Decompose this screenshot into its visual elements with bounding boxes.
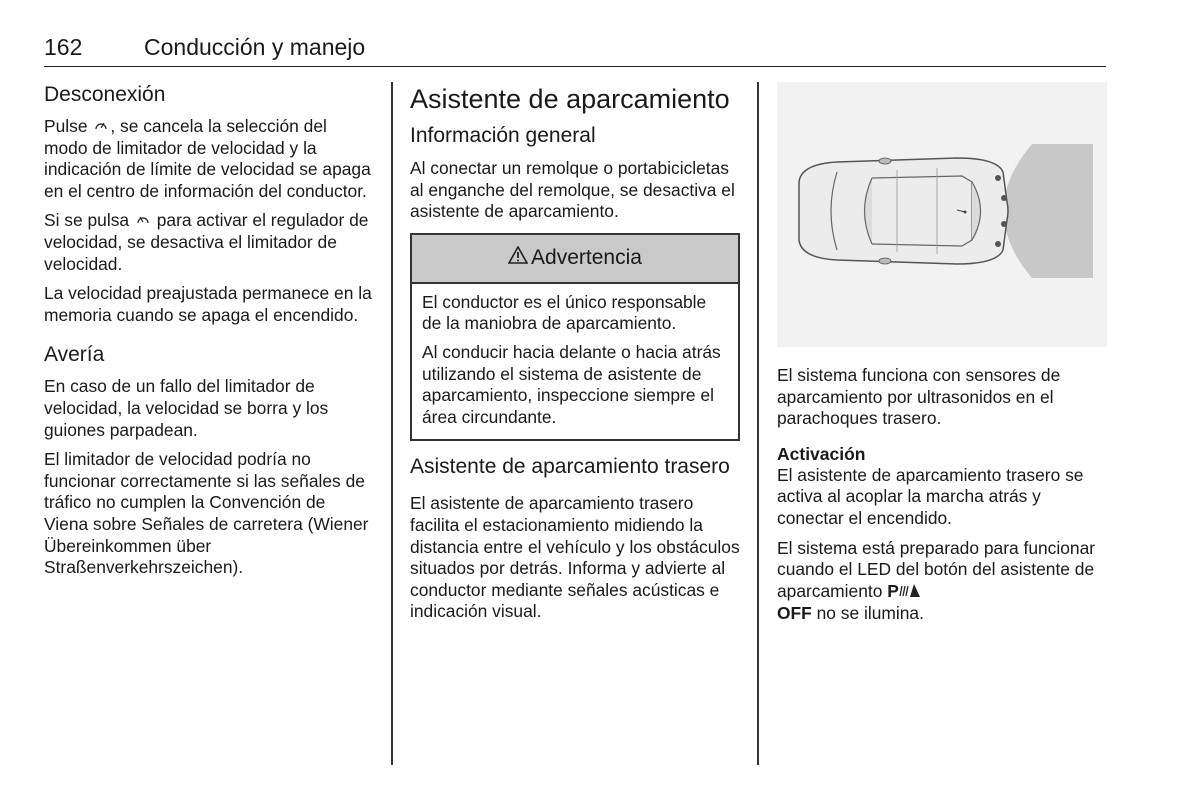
paragraph: En caso de un fallo del limitador de velocidad, la velocidad se borra y los guiones parpadean. [44,376,329,440]
paragraph: El limitador de velocidad podría no funcionar correctamente si las señales de tráfico no cumplen la Convención de Viena sobre Señales de carretera (Wiener Übereinkommen über Straßenverkehrszeichen). [44,449,369,578]
column-left [44,82,374,587]
sensor-zone [1004,144,1094,278]
paragraph: El asistente de aparcamiento trasero facilita el estacionamiento midiendo la distancia entre el vehículo y los obstáculos situados por detrás. Informa y advierte al conductor mediante señales acústicas e indicación visual. [410,493,740,622]
sensor-dot [1001,221,1007,227]
paragraph: Al conectar un remolque o portabicicletas al enganche del remolque, se desactiva el asistente de aparcamiento. [410,158,735,222]
chapter-title: Conducción y manejo [144,34,366,60]
warning-triangle-icon [508,246,528,270]
column-divider [391,82,393,765]
column-divider [757,82,759,765]
warning-title: Advertencia [531,246,642,270]
section-heading-desconexion: Desconexión [44,83,166,106]
cruise-control-icon [134,210,152,232]
paragraph: El sistema está preparado para funcionar cuando el LED del botón del asistente de aparcamiento P OFF no se ilumina. [777,537,1096,624]
park-assist-icon [899,582,921,604]
paragraph: El sistema funciona con sensores de aparcamiento por ultrasonidos en el parachoques trasero. [777,365,1061,429]
paragraph: El asistente de aparcamiento trasero se activa al acoplar la marcha atrás y conectar el encendido. [777,464,1084,528]
warning-body [412,284,738,440]
subsection-heading-activacion: Activación [777,443,866,464]
subsection-heading: Información general [410,124,596,147]
sensor-dot [995,175,1001,181]
car-illustration [799,158,1008,264]
warning-header [412,235,738,284]
section-heading-averia: Avería [44,343,105,367]
warning-paragraph: Al conducir hacia delante o hacia atrás utilizando el sistema de asistente de aparcamiento, inspeccione siempre el área circundante. [422,341,721,427]
warning-box [410,233,740,442]
warning-paragraph: El conductor es el único responsable de la maniobra de aparcamiento. [422,291,707,334]
sensor-dot [1001,195,1007,201]
subsection-heading: Asistente de aparcamiento trasero [410,455,730,479]
park-assist-button-label: P OFF [777,581,921,624]
section-title: Asistente de aparcamiento [410,84,730,114]
paragraph: La velocidad preajustada permanece en la memoria cuando se apaga el encendido. [44,283,372,325]
page-header [44,34,1106,67]
sensor-dot [995,241,1001,247]
car-rear-parking-sensors-illustration [777,82,1107,347]
paragraph: Si se pulsa para activar el regulador de velocidad, se desactiva el limitador de velocidad. [44,210,369,274]
speed-limiter-icon [92,116,110,138]
page-number: 162 [44,34,83,60]
column-right [777,82,1107,633]
column-middle [410,82,740,631]
paragraph: Pulse , se cancela la selección del modo de limitador de velocidad y la indicación de límite de velocidad se apaga en el centro de información del conductor. [44,116,371,201]
